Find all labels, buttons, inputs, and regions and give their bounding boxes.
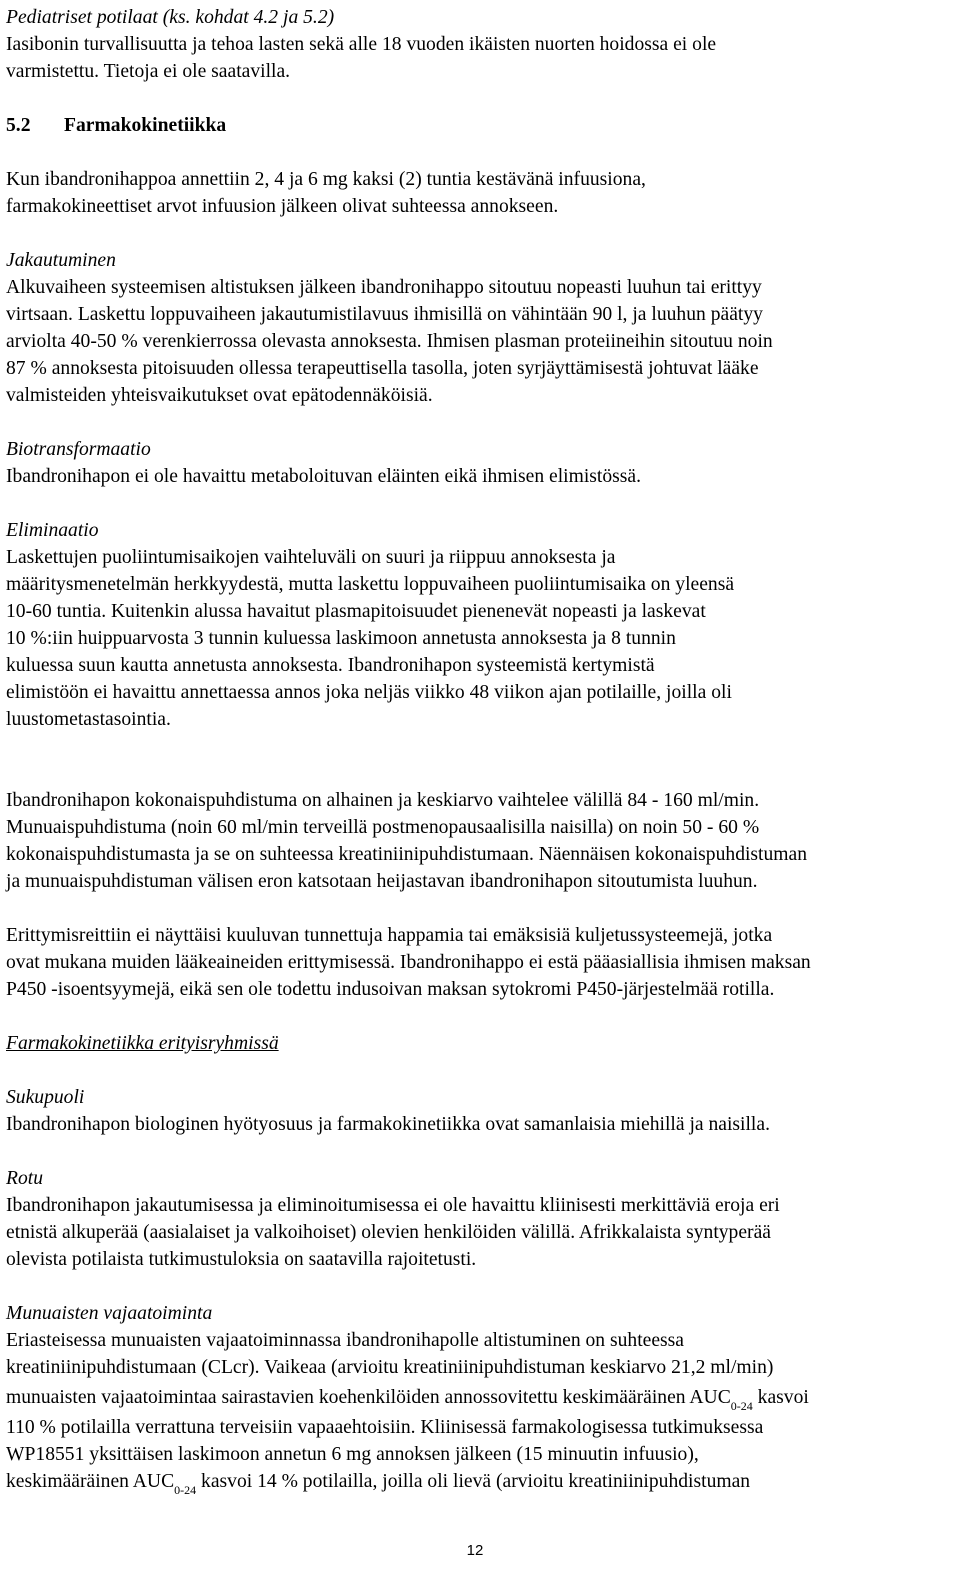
page-number: 12 xyxy=(466,1542,484,1559)
renal-section xyxy=(6,1300,956,1495)
pathways-line: ovat mukana muiden lääkeaineiden erittymisessä. Ibandronihappo ei estä pääasiallisia ihmisen maksan xyxy=(6,952,811,973)
biotransformation-line: Ibandronihapon ei ole havaittu metaboloituvan eläinten eikä ihmisen elimistössä. xyxy=(6,466,641,487)
intro-line: Kun ibandronihappoa annettiin 2, 4 ja 6 mg kaksi (2) tuntia kestävänä infuusiona, xyxy=(6,169,646,190)
elimination-line: määritysmenetelmän herkkyydestä, mutta laskettu loppuvaiheen puoliintumisaika on yleensä xyxy=(6,574,735,595)
distribution-line: valmisteiden yhteisvaikutukset ovat epätodennäköisiä. xyxy=(6,385,433,406)
pediatric-heading: Pediatriset potilaat (ks. kohdat 4.2 ja 5.2) xyxy=(6,7,335,28)
pathways-paragraph xyxy=(6,922,956,1003)
document-page xyxy=(6,4,956,1495)
renal-line: kreatiniinipuhdistumaan (CLcr). Vaikeaa (arvioitu kreatiniinipuhdistuman keskiarvo 21,2 ml/min) xyxy=(6,1357,774,1378)
auc-subscript: 0-24 xyxy=(174,1483,197,1497)
race-section xyxy=(6,1165,956,1273)
elimination-line: luustometastasointia. xyxy=(6,709,171,730)
distribution-section xyxy=(6,247,956,409)
renal-line3-end: kasvoi xyxy=(752,1387,809,1408)
pathways-line: Erittymisreittiin ei näyttäisi kuuluvan tunnettuja happamia tai emäksisiä kuljetussysteemejä, jotka xyxy=(6,925,773,946)
race-heading: Rotu xyxy=(6,1168,44,1189)
renal-line6-text: keskimääräinen AUC xyxy=(6,1471,175,1492)
section-heading xyxy=(6,112,956,139)
elimination-section xyxy=(6,517,956,733)
distribution-line: Alkuvaiheen systeemisen altistuksen jälkeen ibandronihappo sitoutuu nopeasti luuhun tai erittyy xyxy=(6,277,762,298)
renal-line: Eriasteisessa munuaisten vajaatoiminnassa ibandronihapolle altistuminen on suhteessa xyxy=(6,1330,685,1351)
pediatric-section xyxy=(6,4,956,85)
intro-line: farmakokineettiset arvot infuusion jälkeen olivat suhteessa annokseen. xyxy=(6,196,559,217)
distribution-line: 87 % annoksesta pitoisuuden ollessa terapeuttisella tasolla, joten syrjäyttämisestä johtuvat lääke xyxy=(6,358,759,379)
renal-line-auc xyxy=(6,1468,956,1495)
renal-line: 110 % potilailla verrattuna terveisiin vapaaehtoisiin. Kliinisessä farmakologisessa tutkimuksessa xyxy=(6,1417,764,1438)
elimination-line: kuluessa suun kautta annetusta annoksesta. Ibandronihapon systeemistä kertymistä xyxy=(6,655,655,676)
pediatric-line: Iasibonin turvallisuutta ja tehoa lasten sekä alle 18 vuoden ikäisten nuorten hoidossa ei ole xyxy=(6,34,717,55)
distribution-heading: Jakautuminen xyxy=(6,250,116,271)
race-line: etnistä alkuperää (aasialaiset ja valkoihoiset) olevien henkilöiden välillä. Afrikkalaista syntyperää xyxy=(6,1222,771,1243)
section-number: 5.2 xyxy=(6,115,31,136)
distribution-line: virtsaan. Laskettu loppuvaiheen jakautumistilavuus ihmisillä on vähintään 90 l, ja luuhun päätyy xyxy=(6,304,763,325)
pathways-line: P450 -isoentsyymejä, eikä sen ole todettu indusoivan maksan sytokromi P450-järjestelmää rotilla. xyxy=(6,979,775,1000)
biotransformation-heading: Biotransformaatio xyxy=(6,439,151,460)
renal-heading: Munuaisten vajaatoiminta xyxy=(6,1303,213,1324)
clearance-line: ja munuaispuhdistuman välisen eron katsotaan heijastavan ibandronihapon sitoutumista luuhun. xyxy=(6,871,758,892)
elimination-line: Laskettujen puoliintumisaikojen vaihteluväli on suuri ja riippuu annoksesta ja xyxy=(6,547,616,568)
renal-line-auc xyxy=(6,1381,956,1414)
clearance-line: Munuaispuhdistuma (noin 60 ml/min terveillä postmenopausaalisilla naisilla) on noin 50 - 60 % xyxy=(6,817,760,838)
auc-subscript: 0-24 xyxy=(730,1399,753,1413)
renal-line: WP18551 yksittäisen laskimoon annetun 6 mg annoksen jälkeen (15 minuutin infuusio), xyxy=(6,1444,699,1465)
gender-heading: Sukupuoli xyxy=(6,1087,85,1108)
clearance-paragraph xyxy=(6,787,956,895)
clearance-line: Ibandronihapon kokonaispuhdistuma on alhainen ja keskiarvo vaihtelee välillä 84 - 160 ml/min. xyxy=(6,790,760,811)
special-populations-heading: Farmakokinetiikka erityisryhmissä xyxy=(6,1033,279,1054)
elimination-line: elimistöön ei havaittu annettaessa annos joka neljäs viikko 48 viikon ajan potilaille, joilla oli xyxy=(6,682,732,703)
race-line: Ibandronihapon jakautumisessa ja eliminoitumisessa ei ole havaittu kliinisesti merkittäviä eroja eri xyxy=(6,1195,780,1216)
race-line: olevista potilaista tutkimustuloksia on saatavilla rajoitetusti. xyxy=(6,1249,477,1270)
gender-section xyxy=(6,1084,956,1138)
renal-line6-end: kasvoi 14 % potilailla, joilla oli lievä (arvioitu kreatiniinipuhdistuman xyxy=(196,1471,751,1492)
gender-line: Ibandronihapon biologinen hyötyosuus ja farmakokinetiikka ovat samanlaisia miehillä ja naisilla. xyxy=(6,1114,770,1135)
elimination-line: 10 %:iin huippuarvosta 3 tunnin kuluessa laskimoon annetusta annoksesta ja 8 tunnin xyxy=(6,628,676,649)
elimination-line: 10-60 tuntia. Kuitenkin alussa havaitut plasmapitoisuudet pienenevät nopeasti ja laskevat xyxy=(6,601,706,622)
section-title: Farmakokinetiikka xyxy=(64,115,227,136)
elimination-heading: Eliminaatio xyxy=(6,520,99,541)
renal-line3-text: munuaisten vajaatoimintaa sairastavien koehenkilöiden annossovitettu keskimääräinen AUC xyxy=(6,1387,731,1408)
clearance-line: kokonaispuhdistumasta ja se on suhteessa kreatiniinipuhdistumaan. Näennäisen kokonaispuhdistuman xyxy=(6,844,808,865)
distribution-line: arviolta 40-50 % verenkierrossa olevasta annoksesta. Ihmisen plasman proteiineihin sitoutuu noin xyxy=(6,331,773,352)
section-intro xyxy=(6,166,956,220)
pediatric-line: varmistettu. Tietoja ei ole saatavilla. xyxy=(6,61,291,82)
biotransformation-section xyxy=(6,436,956,490)
